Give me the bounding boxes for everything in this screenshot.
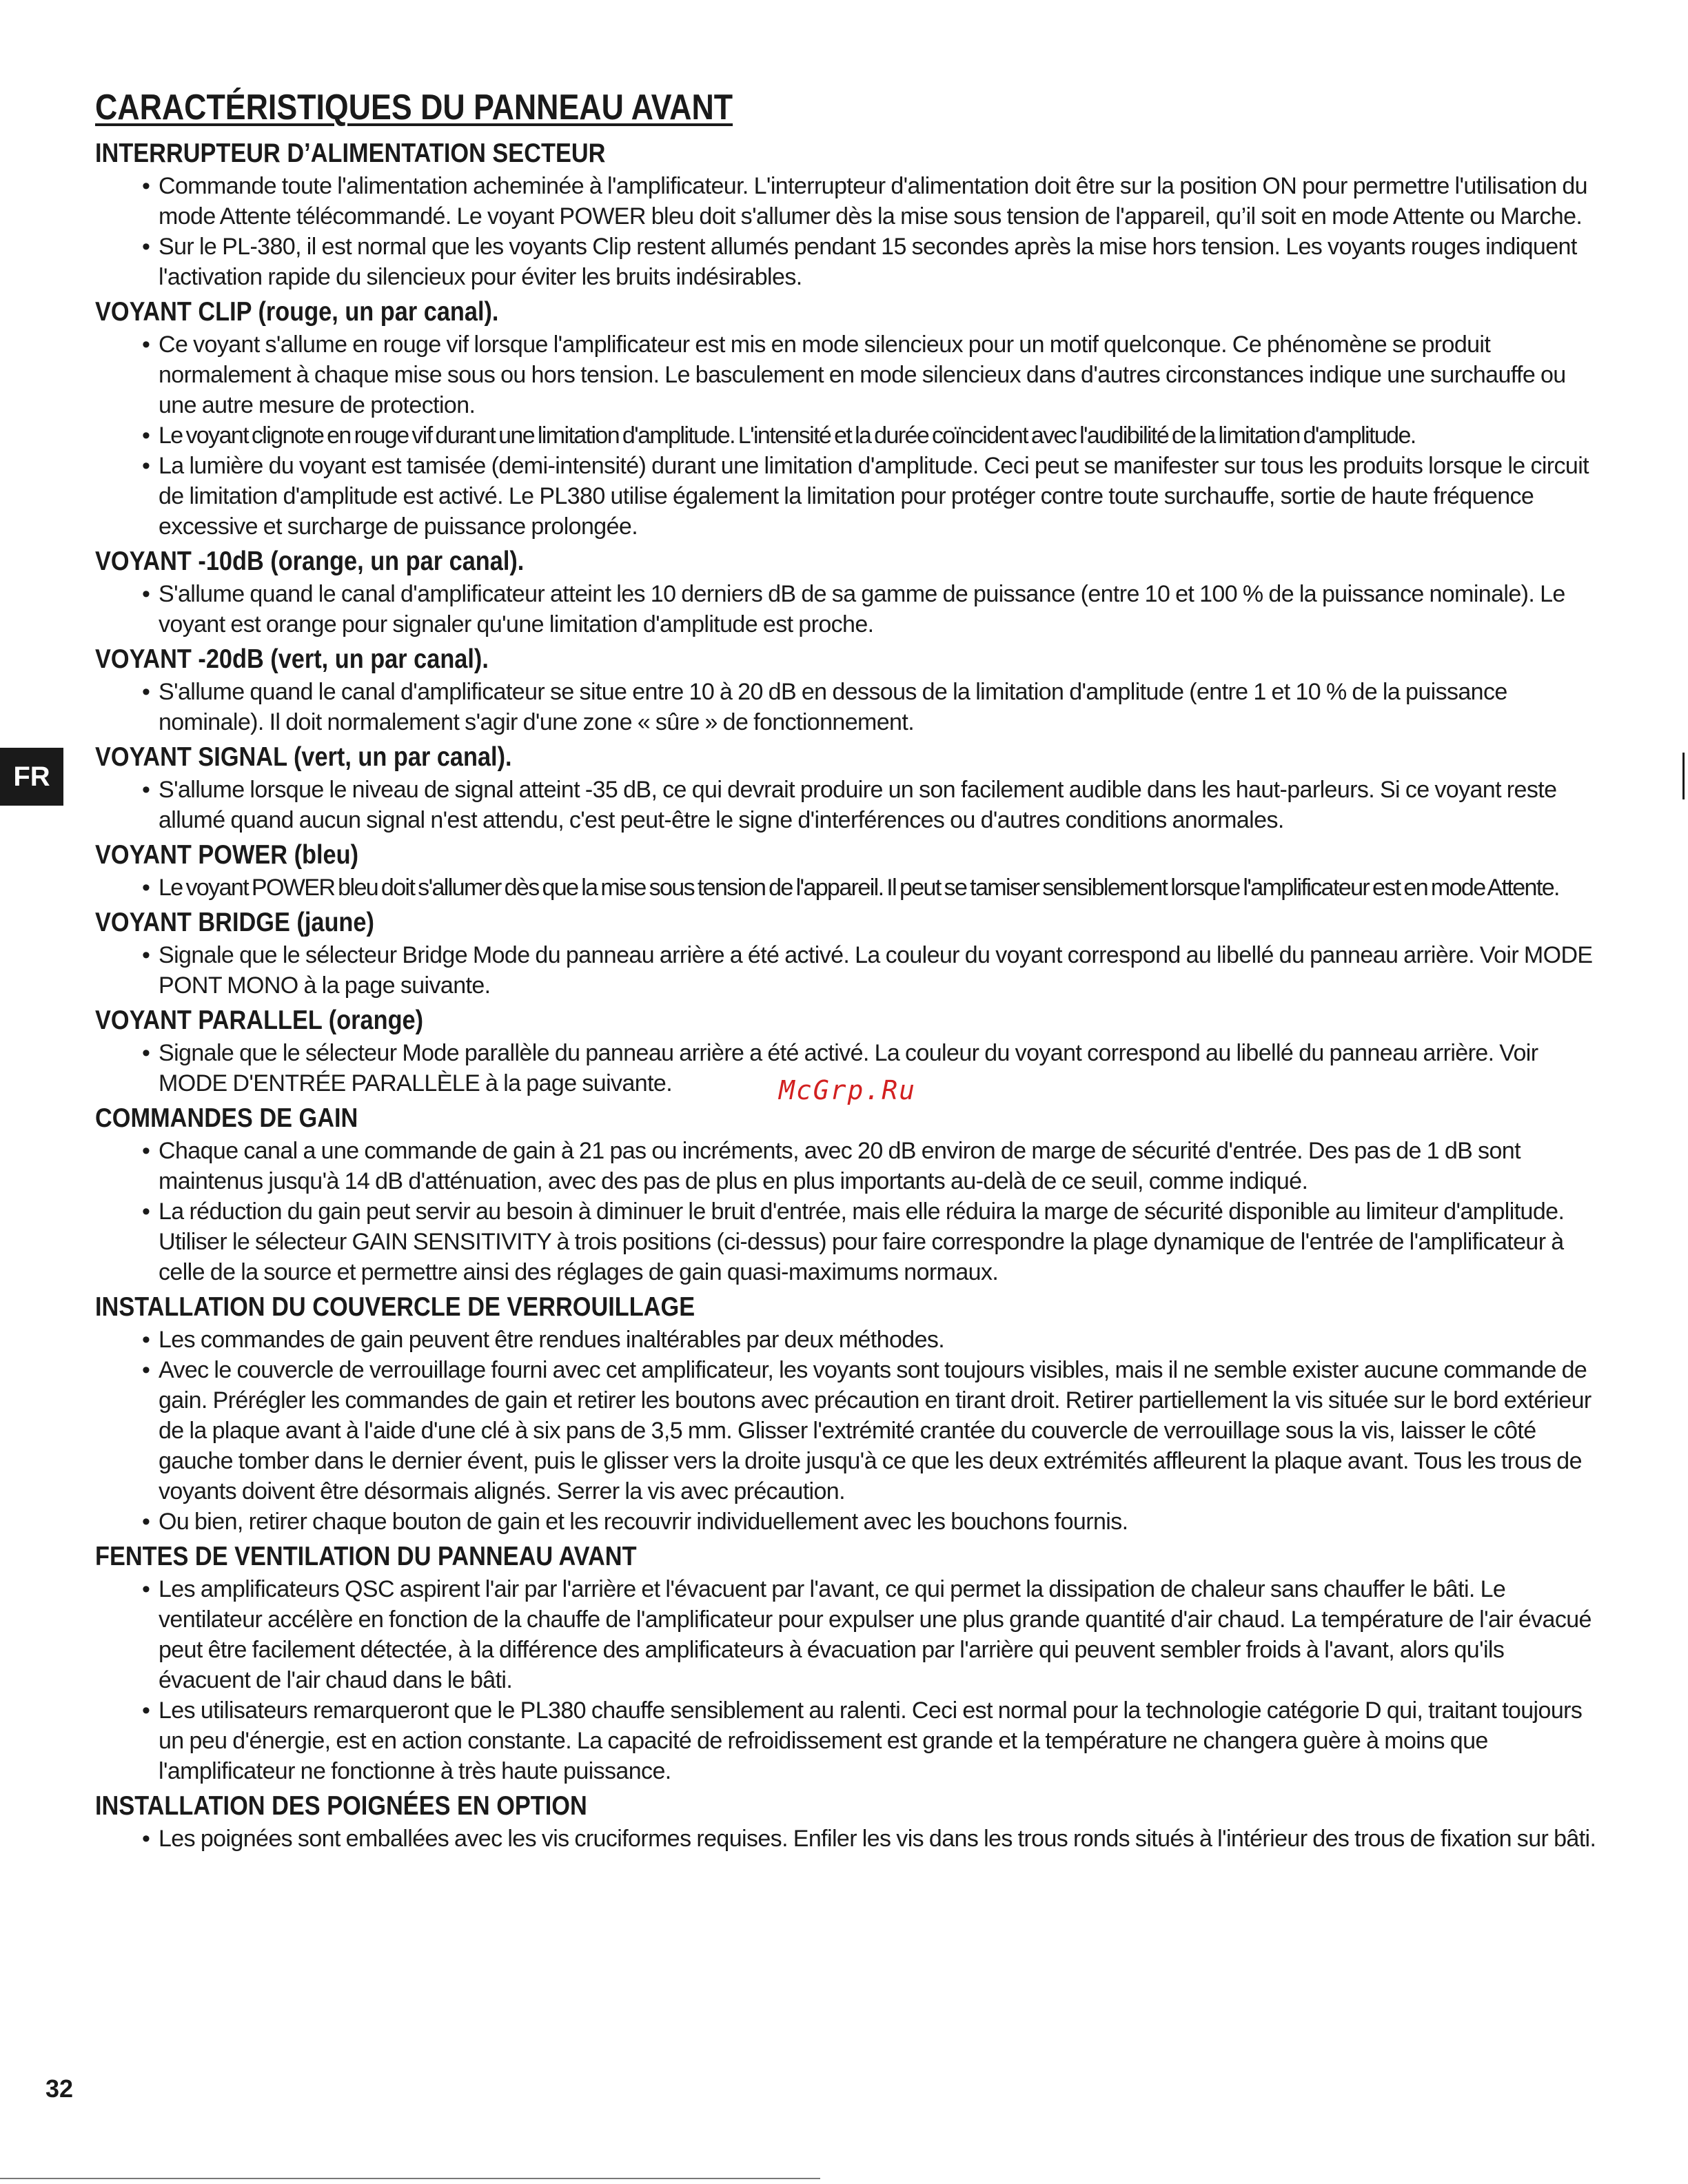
list-item: • Les amplificateurs QSC aspirent l'air par l'arrière et l'évacuent par l'avant, ce qui permet la dissipation de chaleur sans chauffer le bâti. Le ventilateur accélère en fonction de la chauffe de l'amplificateur pour expulser une plus grande quantité d'air chaud. La température de l'air évacué peut être facilement détectée, à la différence des amplificateurs à évacuation par l'arrière qui peuvent sembler froids à l'avant, alors qu'ils évacuent de l'air chaud dans le bâti. [142,1576,1592,1693]
list-item: • S'allume quand le canal d'amplificateur se situe entre 10 à 20 dB en dessous de la limitation d'amplitude (entre 1 et 10 % de la puissance nominale). Il doit normalement s'agir d'une zone « sûre » de fonctionnement. [142,679,1507,735]
list-item: • Signale que le sélecteur Mode parallèle du panneau arrière a été activé. La couleur du voyant correspond au libellé du panneau arrière. Voir MODE D'ENTRÉE PARALLÈLE à la page suivante. [142,1040,1538,1096]
bullet-list [95,1574,1598,1786]
page-title: CARACTÉRISTIQUES DU PANNEAU AVANT [95,88,733,127]
section-heading-10db-led: VOYANT -10dB (orange, un par canal). [95,547,525,576]
section-heading-clip-led: VOYANT CLIP (rouge, un par canal). [95,297,499,327]
list-item: • Signale que le sélecteur Bridge Mode du panneau arrière a été activé. La couleur du voyant correspond au libellé du panneau arrière. Voir MODE PONT MONO à la page suivante. [142,942,1593,999]
bullet-list [95,872,1598,903]
margin-marker [1682,753,1685,799]
section-heading-power-switch: INTERRUPTEUR D’ALIMENTATION SECTEUR [95,139,606,168]
list-item: • Sur le PL-380, il est normal que les voyants Clip restent allumés pendant 15 secondes après la mise hors tension. Les voyants rouges indiquent l'activation rapide du silencieux pour éviter les bruits indésirables. [142,234,1577,290]
section-heading-power-led: VOYANT POWER (bleu) [95,840,359,870]
section-heading-gain-controls: COMMANDES DE GAIN [95,1103,358,1133]
section-heading-20db-led: VOYANT -20dB (vert, un par canal). [95,644,489,674]
list-item: • La réduction du gain peut servir au besoin à diminuer le bruit d'entrée, mais elle réduira la marge de sécurité disponible au limiteur d'amplitude. Utiliser le sélecteur GAIN SENSITIVITY à trois positions (ci-dessus) pour faire correspondre la plage dynamique de l'entrée de l'amplificateur à celle de la source et permettre ainsi des réglages de gain quasi-maximums normaux. [142,1198,1565,1285]
bullet-list [95,579,1598,640]
list-item: • S'allume quand le canal d'amplificateur atteint les 10 derniers dB de sa gamme de puissance (entre 10 et 100 % de la puissance nominale). Le voyant est orange pour signaler qu'une limitation d'amplitude est proche. [142,581,1565,637]
document-body [95,136,1598,1857]
list-item: • Ou bien, retirer chaque bouton de gain et les recouvrir individuellement avec les bouchons fournis. [142,1509,1128,1535]
list-item: • Les utilisateurs remarqueront que le PL380 chauffe sensiblement au ralenti. Ceci est normal pour la technologie catégorie D qui, traitant toujours un peu d'énergie, est en action constante. La capacité de refroidissement est grande et la température ne changera guère à moins que l'amplificateur ne fonctionne à très haute puissance. [142,1697,1583,1784]
page-number: 32 [45,2074,74,2103]
list-item: • Les poignées sont emballées avec les vis cruciformes requises. Enfiler les vis dans les trous ronds situés à l'intérieur des trous de fixation sur bâti. [142,1826,1596,1852]
section-heading-parallel-led: VOYANT PARALLEL (orange) [95,1006,424,1035]
section-heading-lock-cover: INSTALLATION DU COUVERCLE DE VERROUILLAGE [95,1292,695,1322]
language-tab: FR [0,748,63,806]
bullet-list [95,1136,1598,1287]
bullet-list [95,171,1598,292]
watermark-text: McGrp.Ru [779,1075,917,1105]
bullet-list [95,677,1598,737]
bullet-list [95,329,1598,542]
section-heading-ventilation: FENTES DE VENTILATION DU PANNEAU AVANT [95,1542,637,1571]
section-heading-handles: INSTALLATION DES POIGNÉES EN OPTION [95,1791,587,1821]
bullet-list [95,1325,1598,1537]
bullet-list [95,775,1598,835]
list-item: • Le voyant POWER bleu doit s'allumer dès que la mise sous tension de l'appareil. Il peut se tamiser sensiblement lorsque l'amplificateur est en mode Attente. [142,875,1559,901]
list-item: • Avec le couvercle de verrouillage fourni avec cet amplificateur, les voyants sont toujours visibles, mais il ne semble exister aucune commande de gain. Prérégler les commandes de gain et retirer les boutons avec précaution en tirant droit. Retirer partiellement la vis située sur le bord extérieur de la plaque avant à l'aide d'une clé à six pans de 3,5 mm. Glisser l'extrémité crantée du couvercle de verrouillage sous la vis, laisser le côté gauche tomber dans le dernier évent, puis le glisser vers la droite jusqu'à ce que les deux extrémités affleurent la plaque avant. Tous les trous de voyants doivent être désormais alignés. Serrer la vis avec précaution. [142,1357,1592,1504]
list-item: • Commande toute l'alimentation acheminée à l'amplificateur. L'interrupteur d'alimentation doit être sur la position ON pour permettre l'utilisation du mode Attente télécommandé. Le voyant POWER bleu doit s'allumer dès la mise sous tension de l'appareil, qu’il soit en mode Attente ou Marche. [142,173,1587,229]
list-item: • Les commandes de gain peuvent être rendues inaltérables par deux méthodes. [142,1327,945,1353]
list-item: • La lumière du voyant est tamisée (demi-intensité) durant une limitation d'amplitude. Ceci peut se manifester sur tous les produits lorsque le circuit de limitation d'amplitude est activé. Le PL380 utilise également la limitation pour protéger contre toute surchauffe, sortie de haute fréquence excessive et surcharge de puissance prolongée. [142,453,1589,540]
bullet-list [95,1824,1598,1854]
footer-rule [0,2178,820,2179]
section-heading-bridge-led: VOYANT BRIDGE (jaune) [95,908,374,937]
list-item: • S'allume lorsque le niveau de signal atteint -35 dB, ce qui devrait produire un son facilement audible dans les haut-parleurs. Si ce voyant reste allumé quand aucun signal n'est attendu, c'est peut-être le signe d'interférences ou d'autres conditions anormales. [142,777,1557,833]
list-item: • Chaque canal a une commande de gain à 21 pas ou incréments, avec 20 dB environ de marge de sécurité d'entrée. Des pas de 1 dB sont maintenus jusqu'à 14 dB d'atténuation, avec des pas de plus en plus importants au-delà de ce seuil, comme indiqué. [142,1138,1521,1194]
bullet-list [95,940,1598,1001]
list-item: • Ce voyant s'allume en rouge vif lorsque l'amplificateur est mis en mode silencieux pour un motif quelconque. Ce phénomène se produit normalement à chaque mise sous ou hors tension. Le basculement en mode silencieux dans d'autres circonstances indique une surchauffe ou une autre mesure de protection. [142,331,1566,418]
section-heading-signal-led: VOYANT SIGNAL (vert, un par canal). [95,742,512,772]
list-item: • Le voyant clignote en rouge vif durant une limitation d'amplitude. L'intensité et la durée coïncident avec l'audibilité de la limitation d'amplitude. [142,422,1416,449]
